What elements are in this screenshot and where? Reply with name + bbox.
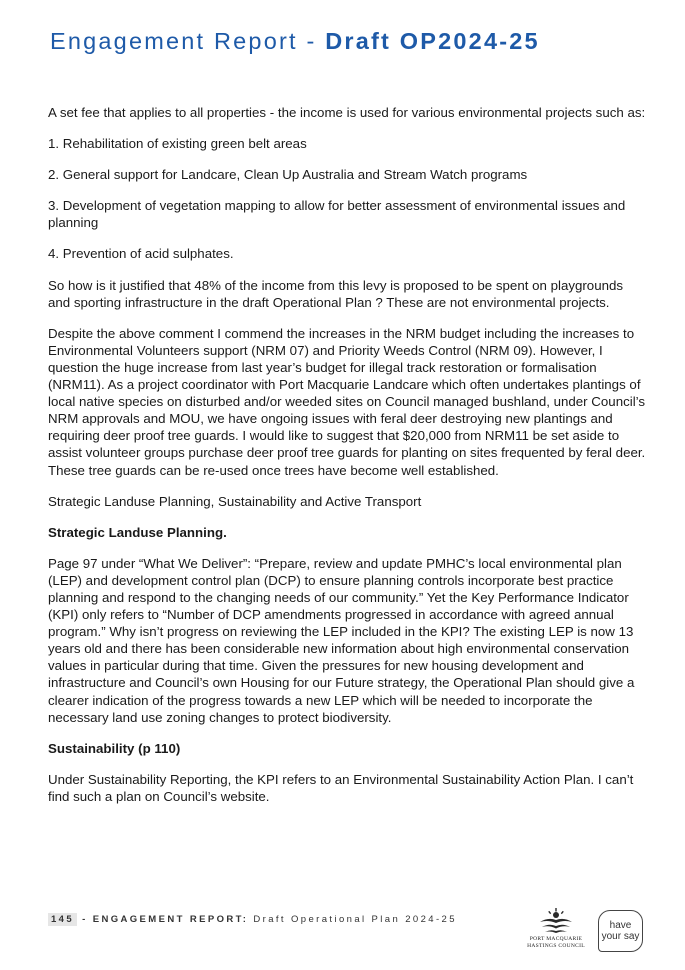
title-light: Engagement Report -: [50, 28, 326, 54]
title-bold: Draft OP2024-25: [325, 28, 540, 54]
council-logo-icon: [536, 906, 576, 936]
paragraph-nrm-budget: Despite the above comment I commend the increases in the NRM budget including the increases to Environmental Volunteers support (NRM 07) and Priority Weeds Control (NRM 09). However, I question the huge increase from last year’s budget for illegal track restoration or formalisation (NRM11). As a project coordinator with Port Macquarie Landcare which often undertakes plantings of local native species on disturbed and/or weeded sites on Council managed bushland, under Council’s NRM approvals and MOU, we have ongoing issues with feral deer destroying new plantings and requiring deer proof tree guards. I would like to suggest that $20,000 from NRM11 be set aside to assist volunteer groups purchase deer proof tree guards for planting on sites frequented by feral deer. These tree guards can be re-used once trees have become well established.: [48, 325, 646, 478]
badge-line-2: your say: [601, 931, 640, 942]
paragraph-section-list: Strategic Landuse Planning, Sustainability and Active Transport: [48, 493, 422, 509]
heading-sustainability: Sustainability (p 110): [48, 740, 181, 756]
footer-doc-title: Draft Operational Plan 2024-25: [253, 914, 457, 925]
page-footer: [48, 914, 457, 925]
badge-line-1: have: [609, 920, 632, 931]
council-logo: [526, 906, 586, 962]
list-item: 2. General support for Landcare, Clean Up Australia and Stream Watch programs: [48, 167, 528, 183]
paragraph-lep: Page 97 under “What We Deliver”: “Prepare, review and update PMHC’s local environmental plan (LEP) and development control plan (DCP) to ensure planning controls incorporate best practice planning and respond to the changing needs of our community.” Yet the Key Performance Indicator (KPI) only refers to “Number of DCP amendments progressed in accordance with agreed annual program.” Why isn’t progress on reviewing the LEP included in the KPI? The existing LEP is now 13 years old and there has been considerable new information about high environmental conservation values in particular during that time. Given the pressures for new housing development and infrastructure and Council’s own Housing for our Future strategy, the Operational Plan should give a clearer indication of the progress towards a new LEP which will be needed to incorporate the necessary land use zoning changes to protect biodiversity.: [48, 555, 635, 725]
logo-text-line-1: PORT MACQUARIE: [529, 936, 583, 942]
list-item: 3. Development of vegetation mapping to allow for better assessment of environmental issues and planning: [48, 198, 626, 231]
footer-label: - ENGAGEMENT REPORT:: [77, 914, 254, 925]
paragraph-intro: A set fee that applies to all properties - the income is used for various environmental projects such as:: [48, 105, 646, 120]
paragraph-sustainability: Under Sustainability Reporting, the KPI refers to an Environmental Sustainability Action Plan. I can’t find such a plan on Council’s website.: [48, 771, 634, 804]
page-title: [50, 28, 540, 55]
paragraph-levy-question: So how is it justified that 48% of the income from this levy is proposed to be spent on playgrounds and sporting infrastructure in the draft Operational Plan ? These are not environmental projects.: [48, 277, 624, 310]
document-body: [48, 104, 648, 819]
have-your-say-badge: [598, 910, 643, 952]
page-number: 145: [48, 913, 77, 926]
heading-strategic-landuse: Strategic Landuse Planning.: [48, 524, 227, 540]
list-item: 4. Prevention of acid sulphates.: [48, 246, 234, 262]
logo-text-line-2: HASTINGS COUNCIL: [527, 942, 585, 949]
list-item: 1. Rehabilitation of existing green belt areas: [48, 136, 307, 152]
